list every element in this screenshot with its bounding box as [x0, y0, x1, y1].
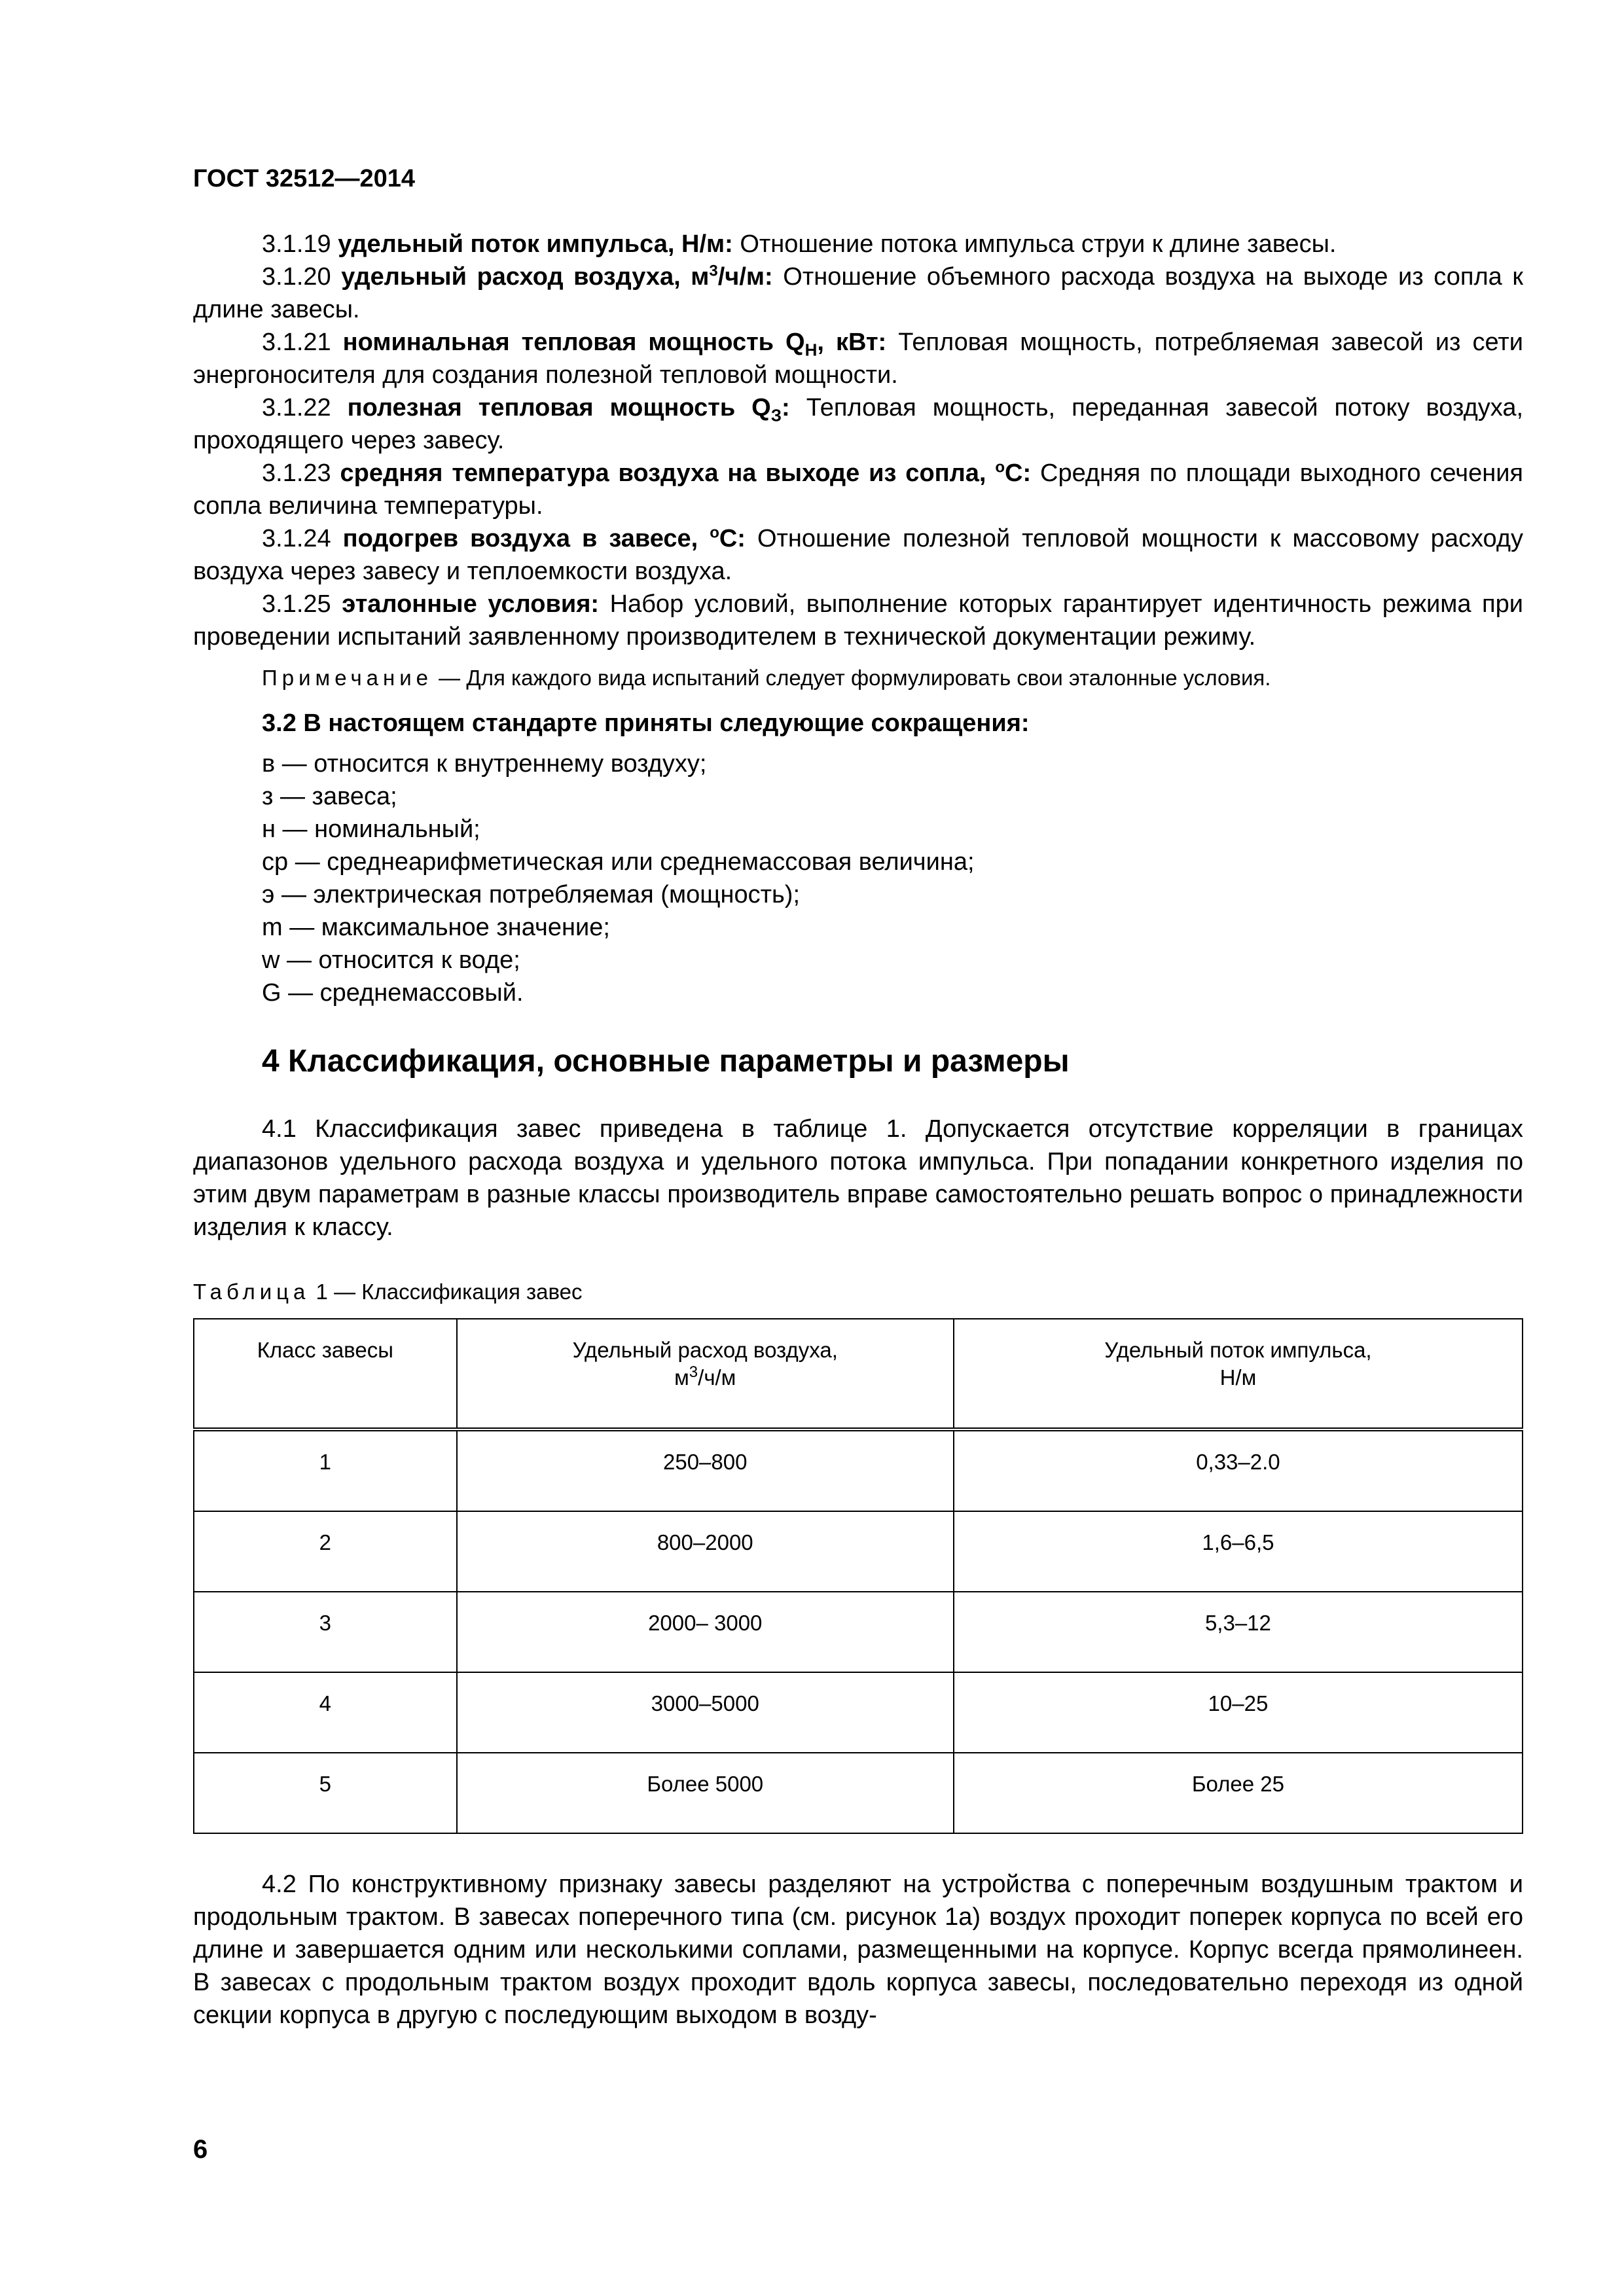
term-3-1-22: 3.1.22 полезная тепловая мощность $Q_З$: Тепловая мощность, переданная завесой потоку воздуха, проходящего через завесу.: [193, 394, 1524, 454]
section-4-title: 4 Классификация, основные параметры и размеры: [262, 1044, 1070, 1079]
paragraph-4-1: 4.1 Классификация завес приведена в таблице 1. Допускается отсутствие корреляции в границах диапазонов удельного расхода воздуха и удельного потока импульса. При попадании конкретного изделия по этим двум параметрам в разные классы производитель вправе самостоятельно решать вопрос о принадлежности изделия к классу.: [193, 1115, 1523, 1241]
header-impulse: Удельный поток импульса, Н/м: [954, 1319, 1523, 1429]
table-row: [194, 1592, 1523, 1672]
table-cell: 5,3–12: [954, 1592, 1523, 1672]
table-row: [194, 1511, 1523, 1592]
page-number: 6: [193, 2135, 208, 2164]
note-text: — Для каждого вида испытаний следует формулировать свои эталонные условия.: [433, 666, 1271, 690]
abbreviations-list: [193, 747, 1523, 1009]
table-header-row: [194, 1319, 1523, 1429]
paragraph-4-2: 4.2 По конструктивному признаку завесы разделяют на устройства с поперечным воздушным трактом и продольным трактом. В завесах поперечного типа (см. рисунок 1а) воздух проходит поперек корпуса по всей его длине и завершается одним или несколькими соплами, размещенными на корпусе. Корпус всегда прямолинеен. В завесах с продольным трактом воздух проходит вдоль корпуса завесы, последовательно переходя из одной секции корпуса в другую с последующим выходом в возду-: [193, 1871, 1523, 2029]
table-cell: Более 25: [954, 1753, 1523, 1833]
table-cell: 4: [194, 1672, 457, 1753]
list-item: н — номинальный;: [262, 816, 480, 843]
page-content: [193, 228, 1523, 2032]
table-cell: 5: [194, 1753, 457, 1833]
term-3-1-19: 3.1.19 удельный поток импульса, Н/м: Отношение потока импульса струи к длине завесы.: [262, 230, 1337, 258]
term-3-1-23: 3.1.23 средняя температура воздуха на выходе из сопла, $^о$С: Средняя по площади выходного сечения сопла величина температуры.: [193, 458, 1523, 520]
note-label: Примечание: [262, 666, 433, 690]
table-cell: 1,6–6,5: [954, 1511, 1523, 1592]
table-cell: 0,33–2.0: [954, 1429, 1523, 1511]
term-3-1-21: 3.1.21 номинальная тепловая мощность $Q_Н$, кВт: Тепловая мощность, потребляемая завесой из сети энергоносителя для создания полезной тепловой мощности.: [193, 329, 1523, 389]
list-item: з — завеса;: [262, 783, 397, 810]
document-header: ГОСТ 32512—2014: [193, 165, 416, 192]
table-row: [194, 1672, 1523, 1753]
list-item: в — относится к внутреннему воздуху;: [262, 750, 707, 778]
table-cell: 250–800: [457, 1429, 954, 1511]
term-3-1-25: 3.1.25 эталонные условия: Набор условий, выполнение которых гарантирует идентичность режима при проведении испытаний заявленному производителем в технической документации режиму.: [193, 590, 1523, 651]
list-item: ср — среднеарифметическая или среднемассовая величина;: [262, 848, 975, 876]
caption-label: Таблица: [193, 1280, 310, 1304]
table-cell: Более 5000: [457, 1753, 954, 1833]
table-cell: 1: [194, 1429, 457, 1511]
list-item: G — среднемассовый.: [262, 979, 524, 1007]
list-item: m — максимальное значение;: [262, 914, 610, 941]
list-item: w — относится к воде;: [262, 946, 520, 974]
term-3-1-24: 3.1.24 подогрев воздуха в завесе, $^о$С: Отношение полезной тепловой мощности к массовому расходу воздуха через завесу и теплоемкости воздуха.: [193, 524, 1523, 585]
table-cell: 3: [194, 1592, 457, 1672]
term-3-1-20: 3.1.20 удельный расход воздуха, $м^3/ч/м$: Отношение объемного расхода воздуха на выходе из сопла к длине завесы.: [193, 262, 1523, 323]
table-cell: 2: [194, 1511, 457, 1592]
header-class: Класс завесы: [194, 1319, 457, 1429]
abbreviations-heading: 3.2 В настоящем стандарте приняты следующие сокращения:: [262, 709, 1030, 737]
header-air-flow: Удельный расход воздуха, $м^3/ч/м$: [457, 1319, 954, 1429]
table-1-caption: [193, 1278, 1523, 1306]
table-cell: 800–2000: [457, 1511, 954, 1592]
list-item: э — электрическая потребляемая (мощность);: [262, 881, 801, 908]
table-cell: 10–25: [954, 1672, 1523, 1753]
table-cell: 2000– 3000: [457, 1592, 954, 1672]
table-row: [194, 1753, 1523, 1833]
table-row: [194, 1429, 1523, 1511]
table-cell: 3000–5000: [457, 1672, 954, 1753]
classification-table: [193, 1318, 1523, 1834]
note: [193, 662, 1523, 694]
caption-text: 1 — Классификация завес: [310, 1280, 583, 1304]
